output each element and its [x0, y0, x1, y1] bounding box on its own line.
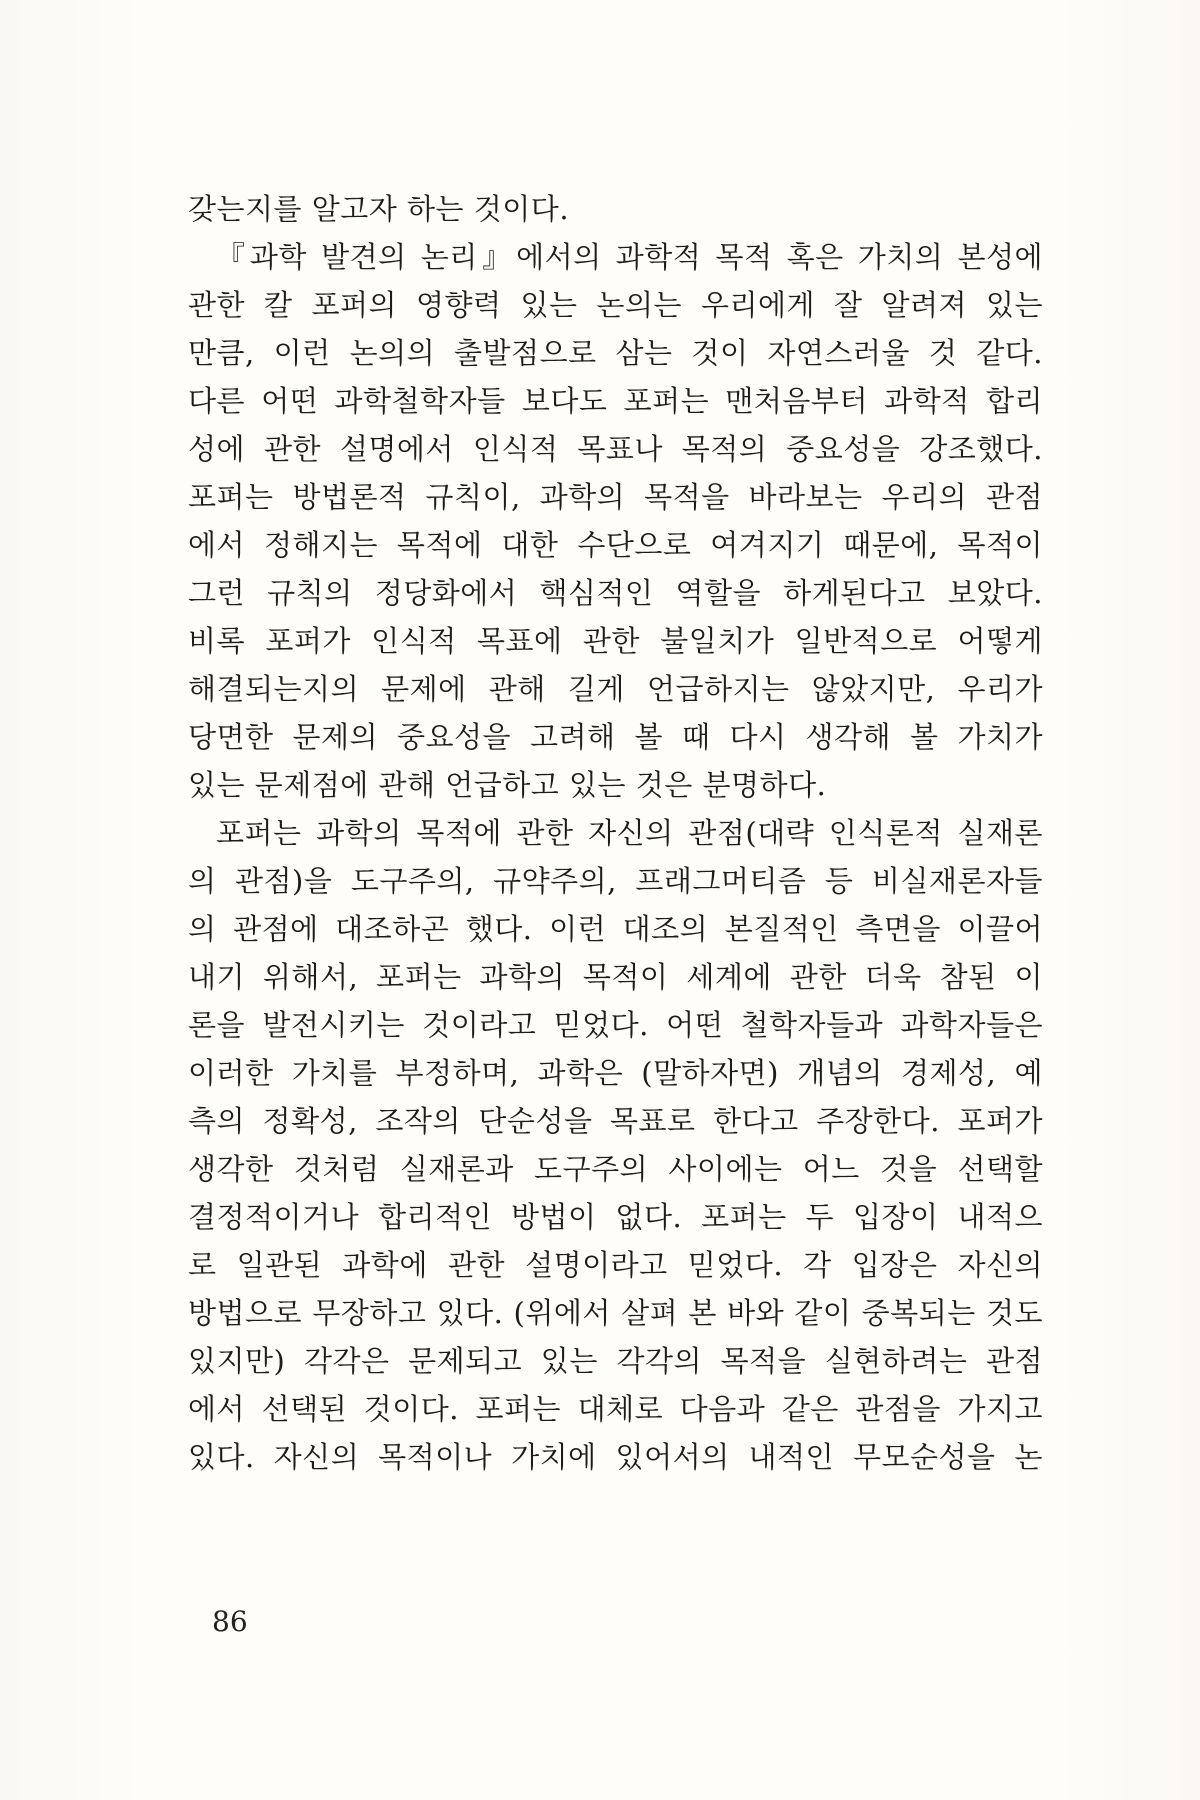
- text-line: 관한 칼 포퍼의 영향력 있는 논의는 우리에게 잘 알려져 있는: [188, 288, 1043, 322]
- text-line: 해결되는지의 문제에 관해 길게 언급하지는 않았지만, 우리가: [188, 672, 1043, 706]
- text-line: 결정적이거나 합리적인 방법이 없다. 포퍼는 두 입장이 내적으: [188, 1200, 1043, 1234]
- text-line: 있지만) 각각은 문제되고 있는 각각의 목적을 실현하려는 관점: [188, 1344, 1043, 1378]
- text-line: 그런 규칙의 정당화에서 핵심적인 역할을 하게된다고 보았다.: [188, 576, 1043, 610]
- text-line: 있다. 자신의 목적이나 가치에 있어서의 내적인 무모순성을 논: [188, 1440, 1043, 1474]
- text-line: 만큼, 이런 논의의 출발점으로 삼는 것이 자연스러울 것 같다.: [188, 336, 1043, 370]
- text-line: 다른 어떤 과학철학자들 보다도 포퍼는 맨처음부터 과학적 합리: [188, 384, 1043, 418]
- text-line: 당면한 문제의 중요성을 고려해 볼 때 다시 생각해 볼 가치가: [188, 720, 1043, 754]
- text-line: 생각한 것처럼 실재론과 도구주의 사이에는 어느 것을 선택할: [188, 1152, 1043, 1186]
- text-line: 측의 정확성, 조작의 단순성을 목표로 한다고 주장한다. 포퍼가: [188, 1104, 1043, 1138]
- text-line: 의 관점)을 도구주의, 규약주의, 프래그머티즘 등 비실재론자들: [188, 864, 1043, 898]
- page-number: 86: [212, 1605, 248, 1638]
- text-line: 에서 선택된 것이다. 포퍼는 대체로 다음과 같은 관점을 가지고: [188, 1392, 1043, 1426]
- text-line: 있는 문제점에 관해 언급하고 있는 것은 분명하다.: [188, 768, 827, 802]
- text-line: 방법으로 무장하고 있다. (위에서 살펴 본 바와 같이 중복되는 것도: [188, 1296, 1043, 1330]
- text-line: 성에 관한 설명에서 인식적 목표나 목적의 중요성을 강조했다.: [188, 432, 1043, 466]
- text-line: 이러한 가치를 부정하며, 과학은 (말하자면) 개념의 경제성, 예: [188, 1056, 1043, 1090]
- text-line: 갖는지를 알고자 하는 것이다.: [188, 192, 570, 226]
- text-line: 내기 위해서, 포퍼는 과학의 목적이 세계에 관한 더욱 참된 이: [188, 960, 1043, 994]
- text-line: 포퍼는 과학의 목적에 관한 자신의 관점(대략 인식론적 실재론: [216, 816, 1043, 850]
- text-line: 포퍼는 방법론적 규칙이, 과학의 목적을 바라보는 우리의 관점: [188, 480, 1043, 514]
- body-text: [188, 185, 1043, 1481]
- text-line: 『과학 발견의 논리』에서의 과학적 목적 혹은 가치의 본성에: [216, 240, 1043, 274]
- text-line: 의 관점에 대조하곤 했다. 이런 대조의 본질적인 측면을 이끌어: [188, 912, 1043, 946]
- text-line: 비록 포퍼가 인식적 목표에 관한 불일치가 일반적으로 어떻게: [188, 624, 1043, 658]
- text-line: 로 일관된 과학에 관한 설명이라고 믿었다. 각 입장은 자신의: [188, 1248, 1043, 1282]
- text-line: 론을 발전시키는 것이라고 믿었다. 어떤 철학자들과 과학자들은: [188, 1008, 1043, 1042]
- text-line: 에서 정해지는 목적에 대한 수단으로 여겨지기 때문에, 목적이: [188, 528, 1043, 562]
